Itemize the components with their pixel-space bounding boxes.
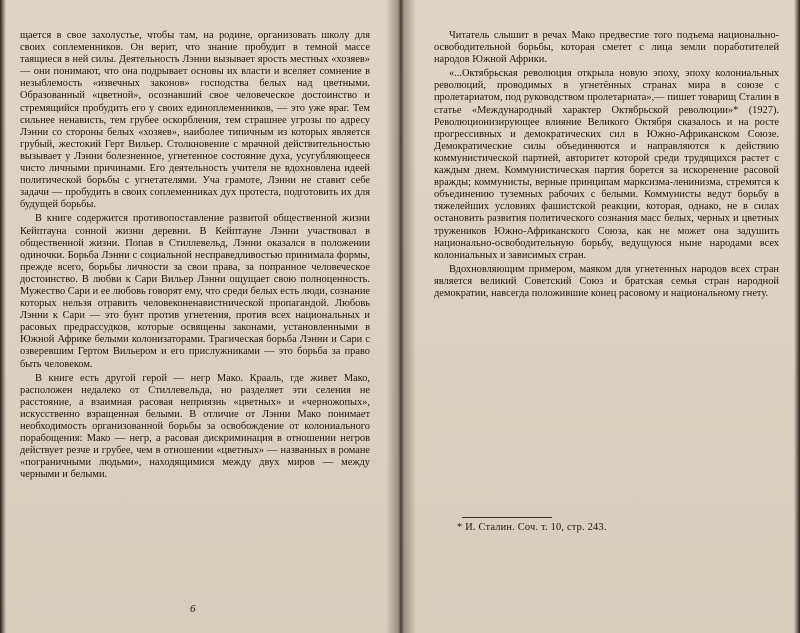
page-number: 6 bbox=[190, 603, 196, 615]
page-edge-right bbox=[794, 0, 800, 633]
paragraph: щается в свое захолустье, чтобы там, на родине, организовать школу для своих соплеменников. Он верит, что знание пробудит в темной массе таящиеся в ней силы. Деятельность Лэнни вызывает ярость местных «хозяев» — они понимают, что она подрывает основы их власти и вселяет сомнение в незыблемость «извечных законов» господства белых над цветными. Образованный «цветной», осознавший свое человеческое достоинство и стремящийся пробудить его у своих единоплеменников, — это уже враг. Тем сильнее ненависть, тем грубее оскорбления, тем страшнее угрозы по адресу Лэнни со стороны белых «хозяев», наиболее типичным из которых является грубый, жестокий Герт Вильер. Столкновение с мрачной действительностью вызывает у Лэнни болезненное, угнетенное состояние духа, усугубляющееся чисто личными причинами. Его деятельность учителя не вдохновлена идеей политической борьбы с угнетателями. Уча грамоте, Лэнни не ставит себе задачи — пробудить в своих соплеменниках дух протеста, подготовить их для будущей борьбы. bbox=[20, 30, 370, 211]
left-page bbox=[0, 0, 398, 633]
right-page bbox=[402, 0, 800, 633]
paragraph: В книге есть другой герой — негр Мако. Крааль, где живет Мако, расположен недалеко от Стиллевельда, но разделяет эти селения не расстояние, а взаимная расовая неприязнь «цветных» и «черножопых», искусственно взращенная белыми. В отличие от Лэнни Мако понимает необходимость организованной борьбы за освобождение от колониального порабощения: Мако — негр, а расовая дискриминация в отношении негров действует резче и грубее, чем в отношении «цветных» — названных в романе «пограничными людьми», находящимися между двух миров — между черными и белыми. bbox=[20, 372, 370, 481]
left-page-text bbox=[20, 30, 370, 481]
right-page-text bbox=[434, 30, 779, 300]
footnote: * И. Сталин. Соч. т. 10, стр. 243. bbox=[457, 522, 607, 533]
footnote-divider bbox=[462, 517, 552, 518]
paragraph: Вдохновляющим примером, маяком для угнетенных народов всех стран является великий Советский Союз и братская семья стран народной демократии, навсегда положившие конец расовому и национальному гнету. bbox=[434, 263, 779, 299]
paragraph: Читатель слышит в речах Мако предвестие того подъема национально-освободительной борьбы, которая сметет с лица земли поработителей народов Южной Африки. bbox=[434, 30, 779, 66]
paragraph: «...Октябрьская революция открыла новую эпоху, эпоху колониальных революций, проводимых в угнетённых странах мира в союзе с пролетариатом, под руководством пролетариата»,— пишет товарищ Сталин в статье «Международный характер Октябрьской революции»* (1927). Революционизирующее влияние Великого Октября сказалось и на росте прогрессивных и демократических сил в Южно-Африканском Союзе. Демократические силы объединяются и направляются к действию коммунистической партией, авторитет которой среди трудящихся растет с каждым днем. Коммунистическая партия борется за искоренение расовой вражды; коммунисты, верные принципам марксизма-ленинизма, стремятся к объединению туземных рабочих с белыми. Коммунисты ведут борьбу в тяжелейших условиях фашистской реакции, которая, однако, не в силах остановить развития политического сознания масс белых, черных и цветных тружеников Южно-Африканского Союза, как не может она задушить национально-освободительную борьбу, ведущуюся ныне народами всех колониальных и зависимых стран. bbox=[434, 68, 779, 261]
paragraph: В книге содержится противопоставление развитой общественной жизни Кейптауна сонной жизни деревни. В Кейптауне Лэнни участвовал в общественной жизни. Попав в Стиллевельд, Лэнни оказался в положении одиночки. Борьба Лэнни с социальной несправедливостью принимала формы, прежде всего, борьбы личности за свои права, за попранное человеческое достоинство. В любви к Сари Вильер Лэнни ощущает свою полноценность. Мужество Сари и ее любовь говорят ему, что среди белых есть люди, сознание которых нельзя отравить человеконенавистнической пропагандой. Любовь Лэнни к Сари — это бунт против угнетения, против всех национальных и расовых предрассудков, которые освящены законами, установленными в Южной Африке белыми колонизаторами. Трагическая борьба Лэнни и Сари с озверевшим Гертом Вильером и его прислужниками — это борьба за право быть человеком. bbox=[20, 213, 370, 370]
book-gutter bbox=[386, 0, 416, 633]
page-edge-left bbox=[0, 0, 6, 633]
